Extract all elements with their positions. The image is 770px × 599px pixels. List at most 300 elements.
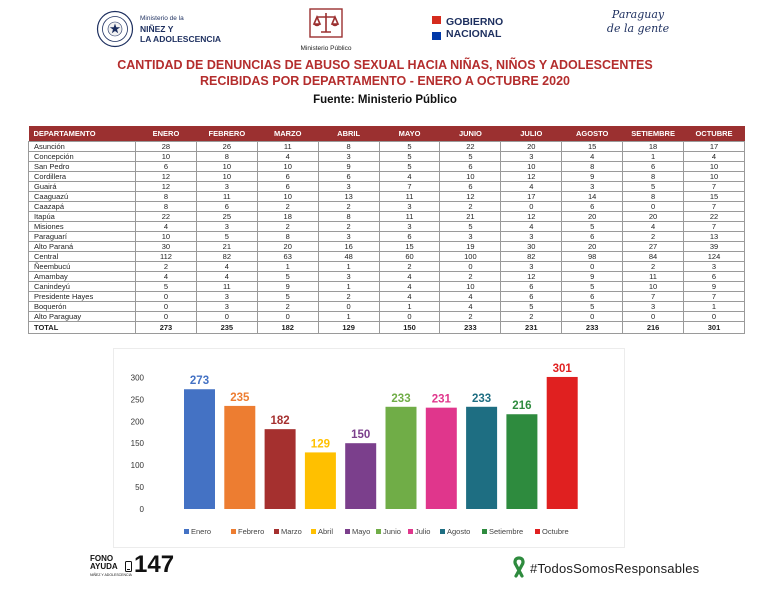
count-cell: 6 <box>257 172 318 182</box>
table-header-cell: ENERO <box>136 126 197 142</box>
bar-value-label: 273 <box>189 375 210 388</box>
count-cell: 8 <box>318 212 379 222</box>
department-cell: Boquerón <box>29 302 136 312</box>
count-cell: 6 <box>196 202 257 212</box>
count-cell: 1 <box>684 302 745 312</box>
count-cell: 0 <box>318 302 379 312</box>
count-cell: 98 <box>562 252 623 262</box>
count-cell: 13 <box>318 192 379 202</box>
count-cell: 11 <box>623 272 684 282</box>
count-cell: 21 <box>440 212 501 222</box>
table-header-cell: MARZO <box>257 126 318 142</box>
count-cell: 12 <box>501 272 562 282</box>
total-cell: 273 <box>136 322 197 334</box>
total-cell: 231 <box>501 322 562 334</box>
count-cell: 4 <box>501 182 562 192</box>
count-cell: 2 <box>440 272 501 282</box>
count-cell: 12 <box>440 192 501 202</box>
count-cell: 20 <box>562 242 623 252</box>
count-cell: 1 <box>379 302 440 312</box>
count-cell: 5 <box>379 162 440 172</box>
count-cell: 3 <box>196 222 257 232</box>
legend-swatch <box>376 529 381 534</box>
legend-swatch <box>231 529 236 534</box>
count-cell: 5 <box>562 222 623 232</box>
count-cell: 39 <box>684 242 745 252</box>
count-cell: 1 <box>623 152 684 162</box>
legend-label: Octubre <box>542 527 569 536</box>
count-cell: 3 <box>501 152 562 162</box>
flag-stripes-icon <box>432 16 442 40</box>
count-cell: 9 <box>684 282 745 292</box>
count-cell: 6 <box>318 172 379 182</box>
count-cell: 5 <box>257 272 318 282</box>
count-cell: 12 <box>136 172 197 182</box>
count-cell: 2 <box>318 222 379 232</box>
count-cell: 20 <box>562 212 623 222</box>
count-cell: 2 <box>257 222 318 232</box>
count-cell: 6 <box>136 162 197 172</box>
bar-enero <box>184 389 215 509</box>
legend-label: Abril <box>318 527 334 536</box>
department-cell: Ñeembucú <box>29 262 136 272</box>
phone-icon <box>125 561 132 572</box>
count-cell: 5 <box>136 282 197 292</box>
count-cell: 0 <box>562 312 623 322</box>
ministerio-publico-logo <box>286 8 366 52</box>
bar-value-label: 216 <box>512 400 532 413</box>
bar-junio <box>386 407 417 509</box>
count-cell: 19 <box>440 242 501 252</box>
count-cell: 21 <box>196 242 257 252</box>
legend-label: Julio <box>415 527 431 536</box>
legend-label: Junio <box>383 527 401 536</box>
count-cell: 22 <box>684 212 745 222</box>
table-row <box>29 162 745 172</box>
bar-value-label: 182 <box>270 415 290 428</box>
fono-number: 147 <box>134 551 175 578</box>
total-label-cell: TOTAL <box>29 322 136 334</box>
table-header-cell: JULIO <box>501 126 562 142</box>
count-cell: 48 <box>318 252 379 262</box>
count-cell: 22 <box>136 212 197 222</box>
y-tick-label: 200 <box>130 417 144 427</box>
count-cell: 3 <box>684 262 745 272</box>
minna-line1: Ministerio de la <box>140 15 184 22</box>
page-title-line1: CANTIDAD DE DENUNCIAS DE ABUSO SEXUAL HACIA NIÑAS, NIÑOS Y ADOLESCENTES <box>117 58 653 72</box>
count-cell: 6 <box>257 182 318 192</box>
bar-value-label: 233 <box>472 392 492 405</box>
count-cell: 3 <box>623 302 684 312</box>
count-cell: 6 <box>379 232 440 242</box>
pg-line1: Paraguay <box>611 8 665 21</box>
count-cell: 20 <box>501 142 562 152</box>
count-cell: 3 <box>440 232 501 242</box>
count-cell: 3 <box>379 202 440 212</box>
bar-setiembre <box>506 414 537 509</box>
count-cell: 7 <box>684 182 745 192</box>
count-cell: 8 <box>136 202 197 212</box>
count-cell: 6 <box>501 292 562 302</box>
bar-octubre <box>547 377 578 509</box>
count-cell: 28 <box>136 142 197 152</box>
count-cell: 2 <box>623 262 684 272</box>
fono-ayuda-logo <box>90 553 190 583</box>
ministerio-publico-label: Ministerio Público <box>300 45 352 52</box>
count-cell: 1 <box>318 282 379 292</box>
count-cell: 0 <box>136 302 197 312</box>
department-cell: Concepción <box>29 152 136 162</box>
count-cell: 5 <box>623 182 684 192</box>
count-cell: 4 <box>379 172 440 182</box>
count-cell: 7 <box>684 292 745 302</box>
count-cell: 2 <box>623 232 684 242</box>
count-cell: 15 <box>379 242 440 252</box>
table-row <box>29 232 745 242</box>
count-cell: 13 <box>684 232 745 242</box>
count-cell: 10 <box>684 172 745 182</box>
count-cell: 3 <box>318 152 379 162</box>
y-tick-label: 50 <box>135 483 144 493</box>
count-cell: 12 <box>501 172 562 182</box>
count-cell: 17 <box>501 192 562 202</box>
count-cell: 8 <box>562 162 623 172</box>
count-cell: 3 <box>318 182 379 192</box>
count-cell: 5 <box>440 222 501 232</box>
count-cell: 14 <box>562 192 623 202</box>
complaints-table <box>28 126 745 334</box>
minna-line2: NIÑEZ Y <box>140 24 174 34</box>
count-cell: 112 <box>136 252 197 262</box>
hashtag-banner <box>512 556 700 582</box>
minna-logo <box>96 8 236 52</box>
count-cell: 4 <box>562 152 623 162</box>
y-tick-label: 0 <box>139 505 144 514</box>
count-cell: 4 <box>684 152 745 162</box>
table-header-cell: AGOSTO <box>562 126 623 142</box>
count-cell: 7 <box>684 202 745 212</box>
pg-line2: de la gente <box>606 22 670 35</box>
table-header-cell: MAYO <box>379 126 440 142</box>
bar-mayo <box>345 443 376 509</box>
department-cell: Alto Paraná <box>29 242 136 252</box>
count-cell: 60 <box>379 252 440 262</box>
count-cell: 4 <box>136 222 197 232</box>
count-cell: 0 <box>257 312 318 322</box>
count-cell: 12 <box>501 212 562 222</box>
count-cell: 4 <box>440 292 501 302</box>
count-cell: 0 <box>136 312 197 322</box>
total-cell: 129 <box>318 322 379 334</box>
count-cell: 0 <box>379 312 440 322</box>
table-row <box>29 202 745 212</box>
total-cell: 150 <box>379 322 440 334</box>
y-tick-label: 300 <box>130 373 144 383</box>
minna-line3: LA ADOLESCENCIA <box>140 34 222 44</box>
count-cell: 0 <box>684 312 745 322</box>
count-cell: 17 <box>684 142 745 152</box>
count-cell: 30 <box>501 242 562 252</box>
count-cell: 10 <box>440 172 501 182</box>
bar-chart <box>114 349 624 547</box>
count-cell: 7 <box>379 182 440 192</box>
count-cell: 20 <box>257 242 318 252</box>
count-cell: 5 <box>379 142 440 152</box>
total-cell: 235 <box>196 322 257 334</box>
count-cell: 20 <box>623 212 684 222</box>
y-tick-label: 250 <box>130 395 144 405</box>
count-cell: 5 <box>379 152 440 162</box>
count-cell: 30 <box>136 242 197 252</box>
count-cell: 4 <box>257 152 318 162</box>
count-cell: 10 <box>257 162 318 172</box>
table-row <box>29 252 745 262</box>
bar-value-label: 233 <box>391 392 411 405</box>
count-cell: 11 <box>379 212 440 222</box>
department-cell: Presidente Hayes <box>29 292 136 302</box>
legend-label: Setiembre <box>489 527 524 536</box>
count-cell: 82 <box>501 252 562 262</box>
legend-swatch <box>311 529 316 534</box>
department-cell: Caaguazú <box>29 192 136 202</box>
count-cell: 5 <box>196 232 257 242</box>
count-cell: 27 <box>623 242 684 252</box>
page-title-line2: RECIBIDAS POR DEPARTAMENTO - ENERO A OCTUBRE 2020 <box>200 74 570 88</box>
table-row <box>29 302 745 312</box>
count-cell: 2 <box>501 312 562 322</box>
legend-label: Enero <box>191 527 212 536</box>
count-cell: 25 <box>196 212 257 222</box>
total-row <box>29 322 745 334</box>
department-cell: Canindeyú <box>29 282 136 292</box>
count-cell: 2 <box>257 202 318 212</box>
count-cell: 2 <box>136 262 197 272</box>
count-cell: 3 <box>501 262 562 272</box>
legend-swatch <box>408 529 413 534</box>
count-cell: 6 <box>623 162 684 172</box>
count-cell: 16 <box>318 242 379 252</box>
count-cell: 5 <box>257 292 318 302</box>
count-cell: 10 <box>684 162 745 172</box>
table-row <box>29 172 745 182</box>
bar-value-label: 301 <box>552 362 572 375</box>
legend-label: Mayo <box>352 527 371 536</box>
count-cell: 2 <box>257 302 318 312</box>
table-row <box>29 312 745 322</box>
fono-small: NIÑEZ Y ADOLESCENCIA <box>90 573 132 577</box>
count-cell: 3 <box>379 222 440 232</box>
paraguay-de-la-gente-logo <box>598 8 678 48</box>
department-cell: Misiones <box>29 222 136 232</box>
bar-marzo <box>265 429 296 509</box>
count-cell: 0 <box>623 202 684 212</box>
count-cell: 3 <box>501 232 562 242</box>
awareness-ribbon-icon <box>512 556 526 580</box>
count-cell: 10 <box>623 282 684 292</box>
count-cell: 9 <box>562 172 623 182</box>
count-cell: 4 <box>379 282 440 292</box>
count-cell: 2 <box>379 262 440 272</box>
department-cell: Paraguarí <box>29 232 136 242</box>
legend-swatch <box>535 529 540 534</box>
count-cell: 8 <box>136 192 197 202</box>
table-header-cell: JUNIO <box>440 126 501 142</box>
legend-label: Febrero <box>238 527 265 536</box>
department-cell: Asunción <box>29 142 136 152</box>
count-cell: 6 <box>562 292 623 302</box>
national-seal-icon <box>96 10 134 48</box>
count-cell: 8 <box>196 152 257 162</box>
bar-value-label: 150 <box>351 429 371 442</box>
table-row <box>29 222 745 232</box>
table-row <box>29 192 745 202</box>
department-cell: Amambay <box>29 272 136 282</box>
table-header-cell: FEBRERO <box>196 126 257 142</box>
department-cell: Guairá <box>29 182 136 192</box>
bar-value-label: 129 <box>310 438 330 451</box>
department-cell: Itapúa <box>29 212 136 222</box>
count-cell: 3 <box>318 232 379 242</box>
table-row <box>29 292 745 302</box>
count-cell: 0 <box>136 292 197 302</box>
count-cell: 18 <box>257 212 318 222</box>
table-header-cell: DEPARTAMENTO <box>29 126 136 142</box>
count-cell: 10 <box>501 162 562 172</box>
count-cell: 12 <box>136 182 197 192</box>
bar-abril <box>305 452 336 509</box>
total-cell: 216 <box>623 322 684 334</box>
count-cell: 10 <box>196 162 257 172</box>
bar-agosto <box>466 407 497 509</box>
table-row <box>29 282 745 292</box>
count-cell: 9 <box>318 162 379 172</box>
count-cell: 5 <box>501 302 562 312</box>
count-cell: 4 <box>379 272 440 282</box>
source-label: Fuente: Ministerio Público <box>313 94 457 106</box>
gobierno-line1: GOBIERNO <box>446 16 504 28</box>
table-header-row <box>29 126 745 142</box>
count-cell: 1 <box>257 262 318 272</box>
count-cell: 8 <box>257 232 318 242</box>
table-row <box>29 212 745 222</box>
total-cell: 233 <box>562 322 623 334</box>
table-row <box>29 182 745 192</box>
table-header-cell: OCTUBRE <box>684 126 745 142</box>
legend-label: Agosto <box>447 527 471 536</box>
department-cell: Caazapá <box>29 202 136 212</box>
count-cell: 6 <box>684 272 745 282</box>
count-cell: 0 <box>440 262 501 272</box>
hashtag-text: #TodosSomosResponsables <box>530 561 700 576</box>
count-cell: 5 <box>562 302 623 312</box>
count-cell: 10 <box>136 232 197 242</box>
department-cell: San Pedro <box>29 162 136 172</box>
count-cell: 2 <box>318 292 379 302</box>
count-cell: 3 <box>318 272 379 282</box>
department-cell: Alto Paraguay <box>29 312 136 322</box>
count-cell: 26 <box>196 142 257 152</box>
table-row <box>29 262 745 272</box>
count-cell: 124 <box>684 252 745 262</box>
scales-emblem-icon <box>309 8 343 38</box>
count-cell: 7 <box>623 292 684 302</box>
count-cell: 5 <box>562 282 623 292</box>
total-cell: 182 <box>257 322 318 334</box>
legend-swatch <box>274 529 279 534</box>
count-cell: 10 <box>196 172 257 182</box>
count-cell: 6 <box>501 282 562 292</box>
count-cell: 15 <box>684 192 745 202</box>
count-cell: 11 <box>196 282 257 292</box>
count-cell: 0 <box>623 312 684 322</box>
table-header-cell: ABRIL <box>318 126 379 142</box>
count-cell: 63 <box>257 252 318 262</box>
total-cell: 233 <box>440 322 501 334</box>
legend-swatch <box>482 529 487 534</box>
count-cell: 1 <box>318 312 379 322</box>
count-cell: 2 <box>318 202 379 212</box>
count-cell: 0 <box>562 262 623 272</box>
count-cell: 0 <box>196 312 257 322</box>
count-cell: 10 <box>136 152 197 162</box>
table-row <box>29 272 745 282</box>
count-cell: 6 <box>562 232 623 242</box>
fono-line2: AYUDA <box>90 562 118 571</box>
count-cell: 3 <box>562 182 623 192</box>
count-cell: 4 <box>623 222 684 232</box>
count-cell: 100 <box>440 252 501 262</box>
count-cell: 5 <box>440 152 501 162</box>
y-tick-label: 150 <box>130 439 144 449</box>
bar-febrero <box>224 406 255 509</box>
count-cell: 4 <box>440 302 501 312</box>
count-cell: 15 <box>562 142 623 152</box>
count-cell: 2 <box>440 202 501 212</box>
total-cell: 301 <box>684 322 745 334</box>
table-row <box>29 242 745 252</box>
legend-swatch <box>184 529 189 534</box>
count-cell: 8 <box>318 142 379 152</box>
table-row <box>29 152 745 162</box>
count-cell: 3 <box>196 182 257 192</box>
legend-swatch <box>440 529 445 534</box>
chart-panel <box>113 348 625 548</box>
fono-line1: FONO <box>90 554 114 563</box>
count-cell: 7 <box>684 222 745 232</box>
count-cell: 0 <box>501 202 562 212</box>
count-cell: 8 <box>623 172 684 182</box>
count-cell: 4 <box>196 262 257 272</box>
count-cell: 18 <box>623 142 684 152</box>
gobierno-nacional-logo <box>432 16 532 42</box>
count-cell: 11 <box>196 192 257 202</box>
count-cell: 1 <box>318 262 379 272</box>
legend-swatch <box>345 529 350 534</box>
legend-label: Marzo <box>281 527 302 536</box>
count-cell: 11 <box>379 192 440 202</box>
department-cell: Central <box>29 252 136 262</box>
bar-value-label: 231 <box>431 393 451 406</box>
count-cell: 11 <box>257 142 318 152</box>
department-cell: Cordillera <box>29 172 136 182</box>
count-cell: 9 <box>562 272 623 282</box>
count-cell: 4 <box>196 272 257 282</box>
count-cell: 84 <box>623 252 684 262</box>
bar-julio <box>426 408 457 509</box>
count-cell: 4 <box>136 272 197 282</box>
table-header-cell: SETIEMBRE <box>623 126 684 142</box>
bar-value-label: 235 <box>230 391 250 404</box>
